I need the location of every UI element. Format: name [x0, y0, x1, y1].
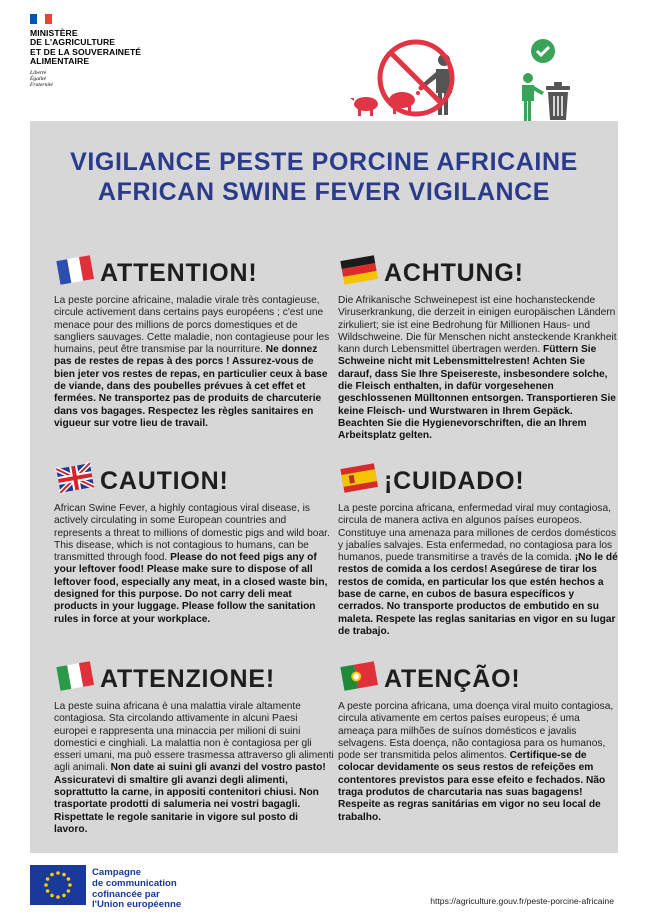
- marianne-flag-icon: [30, 14, 52, 24]
- eu-cofunding-text: Campagne de communication cofinancée par l'Union européenne: [92, 867, 182, 911]
- republic-motto: Liberté Égalité Fraternité: [30, 69, 53, 89]
- uk-flag-icon: [54, 457, 96, 497]
- heading-portuguese: ATENÇÃO!: [384, 665, 521, 693]
- page-title: [30, 147, 618, 207]
- section-italian: [54, 655, 334, 836]
- ministry-logo: [30, 14, 160, 89]
- text-italian: La peste suina africana è una malattia virale altamente contagiosa. Sta circolando attivamente in alcuni Paesi europei e rappresenta una minaccia per milioni di suini domestici e cinghiali. La malattia non è contagiosa per gli esseri umani, ma può essere trasmessa attraverso gli alimenti agli animali. Non date ai suini gli avanzi del vostro pasto! Assicuratevi di smaltire gli avanzi degli alimenti, soprattutto la carne, in appositi contenitori chiusi. Non trasportate prodotti di salumeria nei vostri bagagli. Rispettate le regole sanitarie in vigore sul posto di lavoro.: [54, 701, 334, 835]
- eu-star: [50, 873, 54, 877]
- heading-english: CAUTION!: [100, 467, 229, 495]
- text-spanish: La peste porcina africana, enfermedad viral muy contagiosa, circula de manera activa en algunos países europeos. Constituye una amenaza para millones de cerdos domésticos y jabalíes salvajes. Esta enfermedad, no contagiosa para los humanos, puede transmitirse a través de la comida. ¡No le dé restos de comida a los cerdos! Asegúrese de tirar los restos de comida, en particular los que estén hechos a base de carne, en cubos de basura específicos y cerrados. No transporte productos de embutido en su maleta. Respete las reglas sanitarias en vigor en su lugar de trabajo.: [338, 503, 618, 637]
- header: [0, 0, 646, 120]
- section-english: [54, 457, 334, 626]
- eu-star: [56, 895, 60, 899]
- eu-star: [67, 877, 71, 881]
- eu-star: [68, 883, 72, 887]
- portugal-flag-icon: [338, 655, 380, 695]
- bin-checkmark-icon: [510, 38, 576, 122]
- eu-star: [67, 889, 71, 893]
- heading-german: ACHTUNG!: [384, 259, 524, 287]
- eu-star: [62, 873, 66, 877]
- heading-italian: ATTENZIONE!: [100, 665, 275, 693]
- eu-star: [50, 894, 54, 898]
- campaign-url[interactable]: https://agriculture.gouv.fr/peste-porcine-africaine: [430, 896, 614, 906]
- section-spanish: [338, 457, 618, 638]
- italy-flag-icon: [54, 655, 96, 695]
- ministry-name: MINISTÈRE DE L'AGRICULTURE ET DE LA SOUVERAINETÉ ALIMENTAIRE: [30, 28, 142, 67]
- heading-french: ATTENTION!: [100, 259, 258, 287]
- eu-flag-icon: [30, 865, 86, 905]
- text-english: African Swine Fever, a highly contagious viral disease, is actively circulating in some European countries and represents a threat to millions of domestic pigs and wild boar. This disease, which is not contagious to humans, can be transmitted through food. Please do not feed pigs any of your leftover food! Please make sure to dispose of all leftover food, especially any meat, in a closed waste bin, designed for this purpose. Do not carry deli meat products in your luggage. Please follow the sanitation rules in force at your workplace.: [54, 503, 330, 625]
- title-french: VIGILANCE PESTE PORCINE AFRICAINE: [70, 148, 578, 176]
- eu-star: [56, 871, 60, 875]
- section-french: [54, 249, 334, 430]
- france-flag-icon: [54, 249, 96, 289]
- germany-flag-icon: [338, 249, 380, 289]
- eu-star: [46, 889, 50, 893]
- no-feeding-wild-boar-icon: [348, 38, 476, 122]
- text-french: La peste porcine africaine, maladie virale très contagieuse, circule activement dans certains pays européens ; c'est une menace pour des millions de porcs domestiques et de sangliers sauvages. Cette maladie, non contagieuse pour les humains, peut être transmise par la nourriture. Ne donnez pas de restes de repas à des porcs ! Assurez-vous de bien jeter vos restes de repas, en particulier ceux à base de viande, dans des poubelles prévues à cet effet et fermées. Ne transportez pas de produits de charcuterie dans vos bagages. Respectez les règles sanitaires en vigueur sur votre lieu de travail.: [54, 295, 330, 429]
- footer: [0, 858, 646, 920]
- section-german: [338, 249, 618, 443]
- content-panel: [30, 121, 618, 853]
- text-portuguese: A peste porcina africana, uma doença viral muito contagiosa, circula ativamente em certos países europeus; é uma ameaça para milhões de suínos domésticos e javalis selvagens. Esta doença, não contagiosa para os humanos, pode ser transmitida pelos alimentos. Certifique-se de colocar devidamente os seus restos de refeições em contentores previstos para esse efeito e fechados. Não traga produtos de charcutaria nas suas bagagens! Respeite as regras sanitárias em vigor no seu local de trabalho.: [338, 701, 614, 823]
- eu-star: [62, 894, 66, 898]
- text-german: Die Afrikanische Schweinepest ist eine hochansteckende Viruserkrankung, die derzeit in einigen europäischen Ländern zirkuliert; sie ist eine Bedrohung für Millionen Haus- und Wildschweine. Die für Menschen nicht ansteckende Krankheit kann durch Lebensmittel übertragen werden. Füttern Sie Schweine nicht mit Lebensmittelresten! Achten Sie darauf, dass Sie Ihre Speisereste, insbesondere solche, die Fleisch enthalten, in dafür vorgesehenen geschlossenen Mülltonnen entsorgen. Transportieren Sie keine Fleisch- und Wurstwaren in Ihrem Gepäck. Beachten Sie die Hygienevorschriften, die an Ihrem Arbeitsplatz gelten.: [338, 295, 617, 442]
- eu-star: [44, 883, 48, 887]
- section-portuguese: [338, 655, 618, 824]
- heading-spanish: ¡CUIDADO!: [384, 467, 525, 495]
- title-english: AFRICAN SWINE FEVER VIGILANCE: [97, 178, 551, 206]
- eu-star: [46, 877, 50, 881]
- spain-flag-icon: [338, 457, 380, 497]
